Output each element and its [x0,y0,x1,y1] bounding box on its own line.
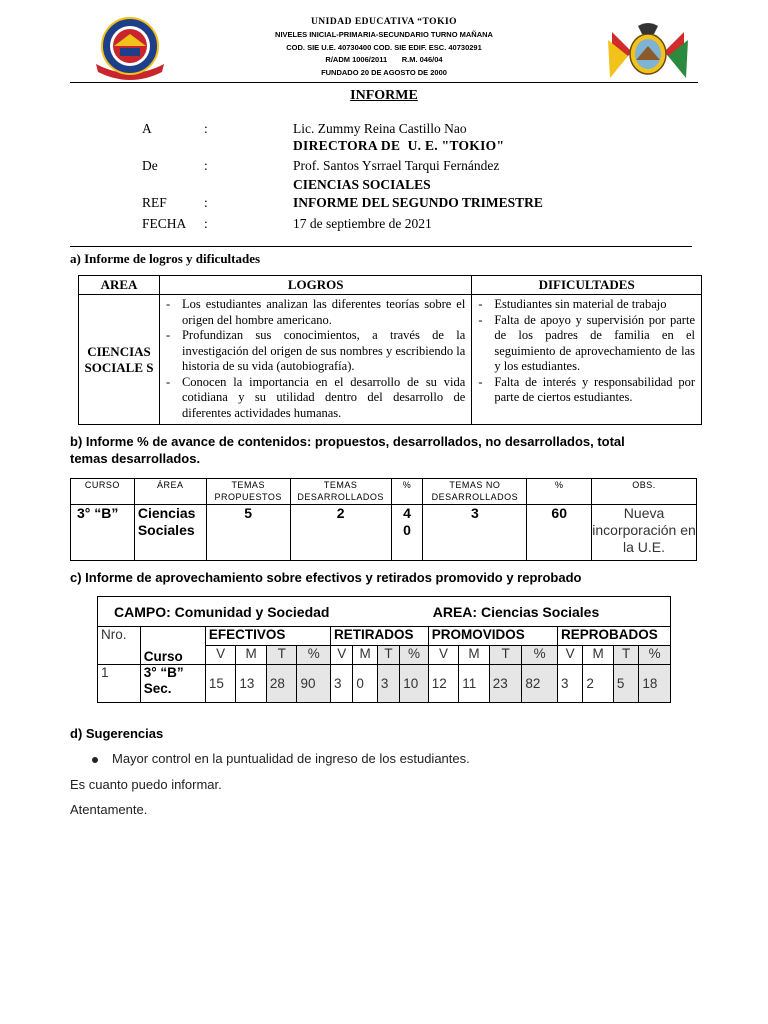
field-key: De [142,158,158,173]
school-codes: COD. SIE U.E. 40730400 COD. SIE EDIF. ESC. 40730291 [286,42,482,52]
sub-v: V [331,646,353,665]
propuestos-cell: 5 [206,505,290,561]
sub-v: V [205,646,236,665]
section-b-heading-line2: temas desarrollados. [70,451,201,466]
col-header-obs: OBS. [592,479,697,505]
desarrollados-cell: 2 [290,505,391,561]
col-header-dificultades: DIFICULTADES [472,276,702,295]
school-founded: FUNDADO 20 DE AGOSTO DE 2000 [321,68,447,78]
col-header-pct: % [527,479,592,505]
school-name: UNIDAD EDUCATIVA “TOKIO [310,17,458,27]
list-item: - Los estudiantes analizan las diferentes teorías sobre el origen del hombre americano. [160,297,465,328]
field-value: Lic. Zummy Reina Castillo Nao [293,121,467,136]
value-cell: 15 [205,665,236,703]
meta-rule [70,246,692,247]
group-retirados: RETIRADOS [331,627,429,646]
sub-pct: % [639,646,671,665]
sub-m: M [353,646,377,665]
sub-pct: % [400,646,428,665]
value-cell: 10 [400,665,428,703]
value-cell: 82 [522,665,558,703]
field-value: INFORME DEL SEGUNDO TRIMESTRE [293,195,543,210]
sub-t: T [489,646,522,665]
campo-area-row [98,597,671,627]
value-cell: 3 [377,665,399,703]
sub-t: T [377,646,399,665]
sub-t: T [613,646,638,665]
progress-table [70,478,697,561]
pct-no-desarrollados-cell: 60 [527,505,592,561]
value-cell: 2 [583,665,614,703]
col-header-desarrollados: TEMAS DESARROLLADOS [290,479,391,505]
sub-m: M [583,646,614,665]
col-header-propuestos: TEMAS PROPUESTOS [206,479,290,505]
sub-pct: % [297,646,331,665]
value-cell: 12 [428,665,459,703]
document-title: INFORME [350,88,418,103]
bullet-icon [92,757,98,763]
sub-m: M [459,646,490,665]
closing-signoff: Atentamente. [70,802,148,817]
field-colon: : [204,195,208,210]
school-levels: NIVELES INICIAL-PRIMARIA-SECUNDARIO TURNO MAÑANA [275,29,493,39]
group-efectivos: EFECTIVOS [205,627,330,646]
value-cell: 13 [236,665,267,703]
logros-cell [159,295,471,425]
section-b-heading-line1: b) Informe % de avance de contenidos: propuestos, desarrollados, no desarrollados, total [70,434,625,449]
area-cell: CIENCIAS SOCIALE S [79,295,160,425]
achievements-table [78,275,702,425]
section-d-heading: d) Sugerencias [70,726,164,741]
field-key: FECHA [142,216,187,231]
campo-label: CAMPO: Comunidad y Sociedad [114,603,330,620]
field-colon: : [204,216,208,231]
performance-table [97,596,671,703]
group-promovidos: PROMOVIDOS [428,627,557,646]
field-value: CIENCIAS SOCIALES [293,177,431,192]
value-cell: 23 [489,665,522,703]
nro-header: Nro. [98,627,141,665]
list-item: - Estudiantes sin material de trabajo [472,297,695,313]
area-cell: Ciencias Sociales [134,505,206,561]
value-cell: 3 [331,665,353,703]
area-label: AREA: Ciencias Sociales [432,603,600,620]
value-cell: 11 [459,665,490,703]
sub-t: T [266,646,297,665]
curso-header: Curso [140,627,205,665]
dificultades-cell [472,295,702,425]
section-c-heading: c) Informe de aprovechamiento sobre efectivos y retirados promovido y reprobado [70,570,582,585]
header-rule [70,82,698,83]
obs-cell: Nueva incorporación en la U.E. [592,505,697,561]
value-cell: 5 [613,665,638,703]
section-a-heading: a) Informe de logros y dificultades [70,251,261,266]
sub-pct: % [522,646,558,665]
coat-of-arms [606,22,690,82]
field-key: A [142,121,152,136]
list-item: - Falta de interés y responsabilidad por parte de ciertos estudiantes. [472,375,695,406]
pct-desarrollados-cell: 4 0 [391,505,423,561]
section-b-heading [70,434,625,466]
field-key: REF [142,195,167,210]
col-header-area: AREA [79,276,160,295]
curso-cell: 3° “B” [71,505,135,561]
value-cell: 28 [266,665,297,703]
list-item: - Conocen la importancia en el desarrollo de su vida cotidiana y su utilidad dentro del desarrollo de diferentes actividades humanas. [160,375,465,422]
col-header-no-desarrollados: TEMAS NO DESARROLLADOS [423,479,527,505]
col-header-curso: CURSO [71,479,135,505]
col-header-logros: LOGROS [159,276,471,295]
value-cell: 0 [353,665,377,703]
sub-v: V [428,646,459,665]
field-colon: : [204,121,208,136]
group-reprobados: REPROBADOS [557,627,670,646]
col-header-area: ÁREA [134,479,206,505]
school-logo [92,12,168,82]
suggestion-item [92,751,470,766]
value-cell: 3 [557,665,582,703]
col-header-pct: % [391,479,423,505]
no-desarrollados-cell: 3 [423,505,527,561]
list-item: - Falta de apoyo y supervisión por parte de los padres de familia en el seguimiento de aprovechamiento de las y los estudiantes. [472,313,695,375]
field-value: DIRECTORA DE U. E. "TOKIO" [293,138,505,153]
nro-cell: 1 [98,665,141,703]
value-cell: 18 [639,665,671,703]
list-item: - Profundizan sus conocimientos, a través de la investigación del origen de sus nombres y escribiendo la historia de su vida (autobiografía). [160,328,465,375]
curso-cell: 3° “B” Sec. [140,665,205,703]
suggestion-text: Mayor control en la puntualidad de ingreso de los estudiantes. [112,751,470,766]
closing-line: Es cuanto puedo informar. [70,777,222,792]
field-colon: : [204,158,208,173]
school-header [190,16,578,80]
field-value: Prof. Santos Ysrrael Tarqui Fernández [293,158,500,173]
value-cell: 90 [297,665,331,703]
sub-v: V [557,646,582,665]
school-resolutions: R/ADM 1006/2011 R.M. 046/04 [325,55,443,65]
field-value: 17 de septiembre de 2021 [293,216,432,231]
sub-m: M [236,646,267,665]
